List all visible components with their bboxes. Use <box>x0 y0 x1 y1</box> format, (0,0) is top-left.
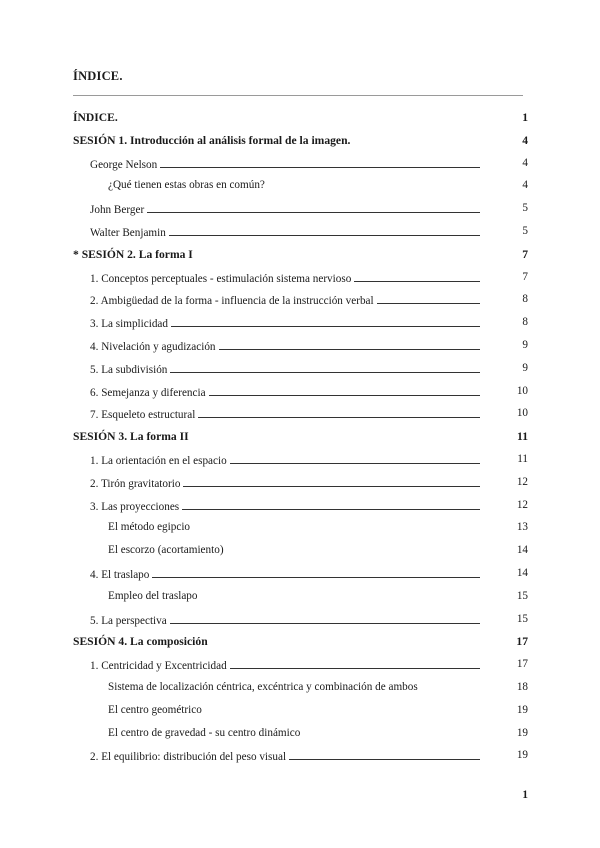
toc-entry-label: Sistema de localización céntrica, excéntrica y combinación de ambos <box>108 680 418 693</box>
toc-entry-page: 11 <box>517 430 528 444</box>
toc-entry[interactable] <box>0 404 600 427</box>
toc-entry-page: 10 <box>516 384 528 397</box>
toc-entry-page: 7 <box>522 247 528 261</box>
toc-entry-page: 19 <box>516 726 528 739</box>
toc-entry[interactable] <box>0 724 600 747</box>
toc-entry[interactable] <box>0 678 600 701</box>
toc-leader-line <box>183 476 480 487</box>
toc-entry-title[interactable] <box>90 225 480 239</box>
toc-entry-label: 4. Nivelación y agudización <box>90 340 216 353</box>
toc-entry-title[interactable] <box>90 157 480 171</box>
toc-entry-title[interactable] <box>90 316 480 330</box>
toc-entry-title[interactable] <box>73 248 193 261</box>
toc-leader-line <box>182 499 480 510</box>
toc-entry[interactable] <box>0 473 600 496</box>
toc-entry-title[interactable] <box>108 544 224 556</box>
toc-leader-line <box>170 362 480 373</box>
toc-leader-line <box>289 749 480 760</box>
toc-entry-page: 7 <box>522 270 528 283</box>
toc-entry-title[interactable] <box>90 385 480 399</box>
toc-entry-page: 19 <box>516 749 528 762</box>
toc-leader-line <box>169 225 480 236</box>
toc-entry-page: 17 <box>516 635 528 649</box>
toc-entry[interactable] <box>0 154 600 177</box>
toc-entry-page: 12 <box>516 498 528 511</box>
toc-entry-page: 15 <box>516 589 528 602</box>
toc-entry-label: Walter Benjamin <box>90 226 166 239</box>
toc-entry[interactable] <box>0 245 600 268</box>
toc-entry-title[interactable] <box>90 749 480 763</box>
toc-leader-line <box>354 271 480 282</box>
toc-entry-title[interactable] <box>90 613 480 627</box>
toc-entry[interactable] <box>0 108 600 131</box>
toc-entry-label: 2. El equilibrio: distribución del peso visual <box>90 751 287 764</box>
toc-entry-label: El centro geométrico <box>108 703 202 716</box>
toc-entry-page: 9 <box>522 338 528 351</box>
toc-entry-label: El escorzo (acortamiento) <box>108 544 224 557</box>
toc-entry-label: John Berger <box>90 204 145 217</box>
toc-entry-page: 19 <box>516 703 528 716</box>
toc-leader-line <box>170 613 480 624</box>
toc-entry-page: 1 <box>522 111 528 124</box>
toc-entry[interactable] <box>0 382 600 405</box>
toc-leader-line <box>171 316 480 327</box>
toc-entry[interactable] <box>0 655 600 678</box>
toc-entry-label: 2. Ambigüedad de la forma - influencia de la instrucción verbal <box>90 295 374 308</box>
toc-entry-label: 4. El traslapo <box>90 568 150 581</box>
heading-divider <box>73 95 523 96</box>
toc-entry-label: El centro de gravedad - su centro dinámico <box>108 726 301 739</box>
toc-entry-page: 4 <box>522 133 528 147</box>
toc-entry-title[interactable] <box>90 271 480 285</box>
page-number: 1 <box>522 789 528 801</box>
toc-entry[interactable] <box>0 176 600 199</box>
toc-entry-title[interactable] <box>108 521 190 533</box>
toc-leader-line <box>198 407 480 418</box>
toc-entry-title[interactable] <box>73 111 118 124</box>
toc-entry-page: 10 <box>516 407 528 420</box>
toc-entry[interactable] <box>0 701 600 724</box>
toc-entry-title[interactable] <box>108 727 300 739</box>
toc-entry[interactable] <box>0 541 600 564</box>
toc-entry-label: ÍNDICE. <box>73 111 118 124</box>
toc-entry-page: 9 <box>522 361 528 374</box>
page-heading: ÍNDICE. <box>73 69 123 83</box>
toc-entry-label: 1. Centricidad y Excentricidad <box>90 660 227 673</box>
toc-entry-page: 17 <box>516 658 528 671</box>
toc-entry[interactable] <box>0 746 600 769</box>
toc-entry-page: 12 <box>516 475 528 488</box>
toc-entry-title[interactable] <box>108 704 202 716</box>
toc-entry[interactable] <box>0 359 600 382</box>
toc-leader-line <box>209 385 480 396</box>
toc-entry-label: Empleo del traslapo <box>108 589 198 602</box>
toc-leader-line <box>230 453 480 464</box>
toc-entry[interactable] <box>0 199 600 222</box>
toc-entry[interactable] <box>0 313 600 336</box>
toc-entry[interactable] <box>0 632 600 655</box>
toc-entry-label: SESIÓN 4. La composición <box>73 635 208 649</box>
toc-entry-title[interactable] <box>90 567 480 581</box>
toc-leader-line <box>219 339 480 350</box>
table-of-contents <box>0 108 600 769</box>
toc-entry-label: SESIÓN 3. La forma II <box>73 430 189 444</box>
toc-entry-label: 7. Esqueleto estructural <box>90 409 196 422</box>
toc-entry-label: 6. Semejanza y diferencia <box>90 386 206 399</box>
toc-entry-page: 4 <box>522 179 528 192</box>
toc-entry-page: 15 <box>516 612 528 625</box>
toc-entry[interactable] <box>0 131 600 154</box>
toc-entry[interactable] <box>0 290 600 313</box>
toc-entry-label: El método egipcio <box>108 521 191 534</box>
toc-entry-title[interactable] <box>73 635 208 648</box>
toc-entry-label: 3. Las proyecciones <box>90 500 180 513</box>
toc-entry-label: ¿Qué tienen estas obras en común? <box>108 179 265 192</box>
toc-leader-line <box>377 293 480 304</box>
toc-entry-page: 8 <box>522 316 528 329</box>
toc-entry-title[interactable] <box>90 293 480 307</box>
toc-entry[interactable] <box>0 496 600 519</box>
toc-entry-title[interactable] <box>108 590 197 602</box>
toc-leader-line <box>160 157 480 168</box>
toc-entry-label: 2. Tirón gravitatorio <box>90 477 181 490</box>
toc-leader-line <box>230 658 480 669</box>
toc-entry-page: 14 <box>516 544 528 557</box>
toc-entry-label: 5. La subdivisión <box>90 363 168 376</box>
toc-entry-page: 8 <box>522 293 528 306</box>
toc-leader-line <box>152 567 480 578</box>
toc-entry[interactable] <box>0 518 600 541</box>
toc-entry-title[interactable] <box>90 499 480 513</box>
toc-entry-page: 5 <box>522 202 528 215</box>
toc-entry-title[interactable] <box>90 362 480 376</box>
toc-entry-title[interactable] <box>108 681 418 693</box>
toc-entry[interactable] <box>0 268 600 291</box>
toc-entry-page: 4 <box>522 156 528 169</box>
toc-entry-title[interactable] <box>90 407 480 421</box>
toc-entry-title[interactable] <box>73 134 350 147</box>
toc-entry-label: 3. La simplicidad <box>90 318 168 331</box>
toc-entry[interactable] <box>0 610 600 633</box>
toc-entry-page: 13 <box>516 521 528 534</box>
toc-entry-title[interactable] <box>90 453 480 467</box>
toc-entry[interactable] <box>0 427 600 450</box>
toc-entry-label: George Nelson <box>90 158 158 171</box>
toc-entry[interactable] <box>0 222 600 245</box>
toc-entry-title[interactable] <box>73 430 189 443</box>
toc-entry-page: 18 <box>516 680 528 693</box>
toc-entry-label: SESIÓN 1. Introducción al análisis formal de la imagen. <box>73 133 351 147</box>
toc-entry-label: 1. La orientación en el espacio <box>90 454 227 467</box>
toc-entry-page: 5 <box>522 224 528 237</box>
toc-entry-title[interactable] <box>90 202 480 216</box>
toc-entry-label: 1. Conceptos perceptuales - estimulación sistema nervioso <box>90 272 352 285</box>
toc-entry[interactable] <box>0 336 600 359</box>
toc-entry-page: 11 <box>517 452 528 465</box>
toc-entry[interactable] <box>0 587 600 610</box>
toc-entry-title[interactable] <box>90 476 480 490</box>
toc-entry-title[interactable] <box>90 658 480 672</box>
toc-entry-label: * SESIÓN 2. La forma I <box>73 247 193 261</box>
toc-leader-line <box>147 202 480 213</box>
toc-entry-label: 5. La perspectiva <box>90 614 167 627</box>
toc-entry-title[interactable] <box>108 179 265 191</box>
toc-entry-title[interactable] <box>90 339 480 353</box>
toc-entry-page: 14 <box>516 566 528 579</box>
toc-entry[interactable] <box>0 564 600 587</box>
toc-entry[interactable] <box>0 450 600 473</box>
